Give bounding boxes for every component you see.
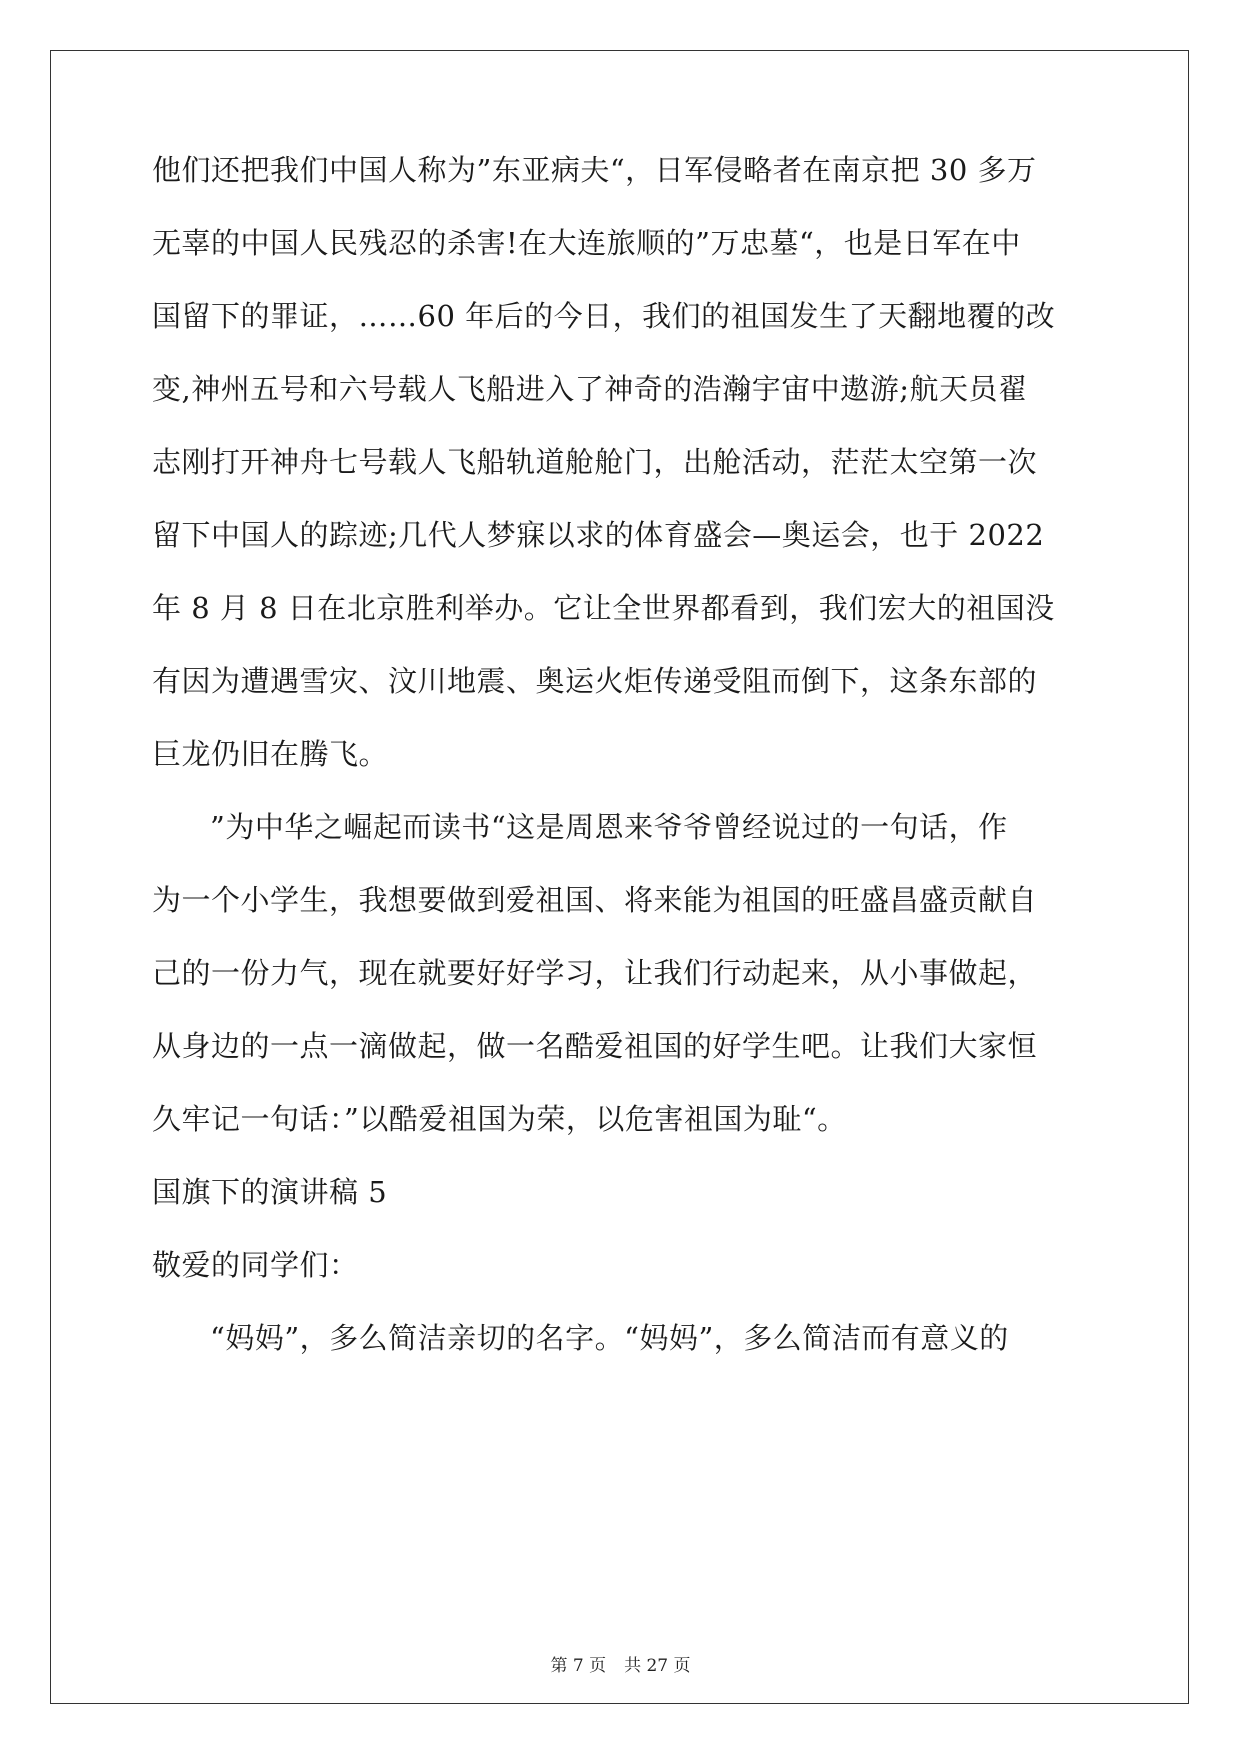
paragraph-1-line-6: 留下中国人的踪迹;几代人梦寐以求的体育盛会—奥运会，也于 2022 <box>152 518 1045 552</box>
page-footer <box>0 1655 1241 1677</box>
paragraph-2-line-5: 久牢记一句话：”以酷爱祖国为荣，以危害祖国为耻“。 <box>152 1102 847 1136</box>
paragraph-1-line-9: 巨龙仍旧在腾飞。 <box>152 737 389 771</box>
total-page-count: 共 27 页 <box>624 1656 691 1676</box>
paragraph-1-line-8: 有因为遭遇雪灾、汶川地震、奥运火炬传递受阻而倒下，这条东部的 <box>152 664 1038 698</box>
paragraph-1-line-7: 年 8 月 8 日在北京胜利举办。它让全世界都看到，我们宏大的祖国没 <box>152 591 1055 625</box>
paragraph-1-line-1: 他们还把我们中国人称为”东亚病夫“，日军侵略者在南京把 30 多万 <box>152 153 1037 187</box>
current-page-number: 第 7 页 <box>550 1656 607 1676</box>
salutation: 敬爱的同学们： <box>152 1248 359 1282</box>
paragraph-1-line-3: 国留下的罪证，……60 年后的今日，我们的祖国发生了天翻地覆的改 <box>152 299 1056 333</box>
section-title: 国旗下的演讲稿 5 <box>152 1175 388 1209</box>
paragraph-2-line-2: 为一个小学生，我想要做到爱祖国、将来能为祖国的旺盛昌盛贡献自 <box>152 883 1038 917</box>
paragraph-1-line-4: 变,神州五号和六号载人飞船进入了神奇的浩瀚宇宙中遨游;航天员翟 <box>152 372 1028 406</box>
paragraph-2-line-4: 从身边的一点一滴做起，做一名酷爱祖国的好学生吧。让我们大家恒 <box>152 1029 1038 1063</box>
paragraph-1-line-2: 无辜的中国人民残忍的杀害!在大连旅顺的”万忠墓“，也是日军在中 <box>152 226 1021 260</box>
paragraph-2-line-1: ”为中华之崛起而读书“这是周恩来爷爷曾经说过的一句话，作 <box>210 810 1008 844</box>
paragraph-3-line-1: “妈妈”，多么简洁亲切的名字。“妈妈”，多么简洁而有意义的 <box>210 1321 1009 1355</box>
paragraph-1-line-5: 志刚打开神舟七号载人飞船轨道舱舱门，出舱活动，茫茫太空第一次 <box>152 445 1038 479</box>
paragraph-2-line-3: 己的一份力气，现在就要好好学习，让我们行动起来，从小事做起， <box>152 956 1038 990</box>
